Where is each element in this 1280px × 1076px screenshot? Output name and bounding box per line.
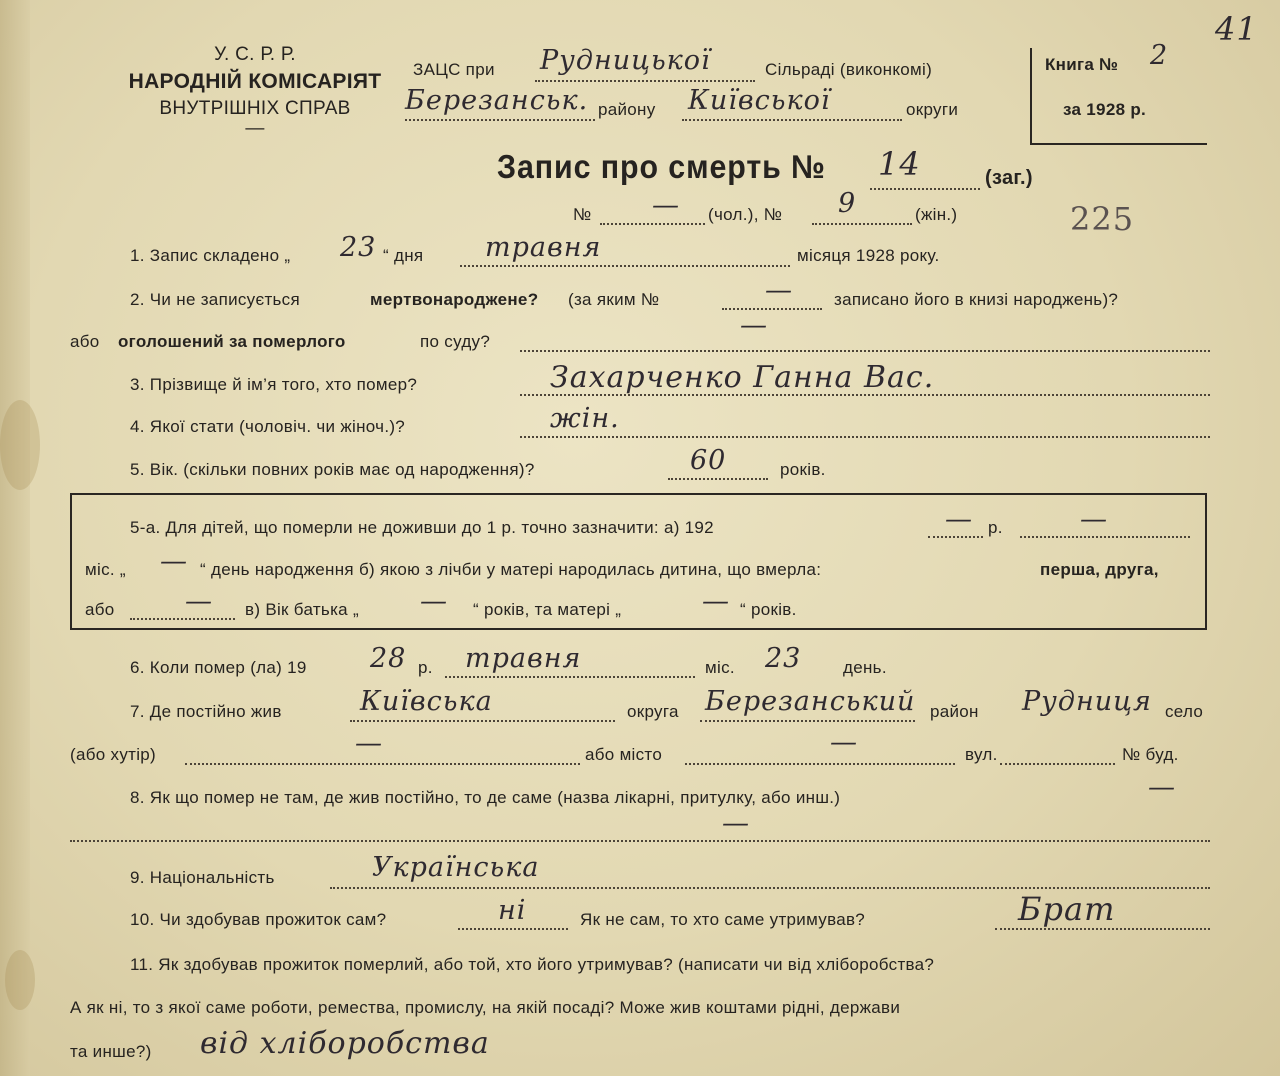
field2-label-a: 2. Чи не записується bbox=[130, 290, 300, 309]
field4-value: жін. bbox=[550, 403, 620, 434]
district-value: Березанськ. bbox=[405, 85, 589, 116]
field5a-order-dots bbox=[130, 618, 235, 620]
field10-value2: Брат bbox=[1018, 890, 1116, 928]
field2-value: — bbox=[765, 275, 793, 306]
field9-dots bbox=[330, 887, 1210, 889]
female-label: (жін.) bbox=[915, 205, 958, 224]
field7-okrug-dots bbox=[350, 720, 615, 722]
male-label: (чол.), № bbox=[708, 205, 783, 224]
field5a-month: — bbox=[1080, 504, 1108, 535]
field10-value-dots bbox=[458, 928, 568, 930]
field7-rayon: Березанський bbox=[705, 686, 916, 717]
header-organization bbox=[85, 0, 425, 139]
field1-label-c: місяця 1928 року. bbox=[797, 246, 940, 265]
field11-label-b: А як ні, то з якої саме роботи, ремества, промислу, на якій посаді? Може жив коштами рідні, держави bbox=[70, 998, 901, 1017]
okrug-value: Київської bbox=[688, 85, 831, 116]
field8-value: — bbox=[1148, 772, 1176, 803]
field1-label-a: 1. Запис складено „ bbox=[130, 246, 291, 265]
female-number-dots bbox=[812, 223, 912, 225]
field5a-line1-r: р. bbox=[988, 518, 1003, 537]
field6-day: 23 bbox=[765, 643, 802, 674]
field5a-mother-age: — bbox=[702, 586, 730, 617]
field8-value2: — bbox=[722, 808, 750, 839]
field4-dots bbox=[520, 436, 1210, 438]
title-suffix: (заг.) bbox=[985, 167, 1033, 189]
field10-value2-dots bbox=[995, 928, 1210, 930]
field9-value: Українська bbox=[372, 852, 540, 883]
field2-label-e: по суду? bbox=[420, 332, 491, 351]
okrug-dots bbox=[682, 119, 902, 121]
field5a-line2-bold: перша, друга, bbox=[1040, 560, 1159, 579]
field11-label-c: та инше?) bbox=[70, 1042, 152, 1061]
field7-okrug: Київська bbox=[360, 686, 493, 717]
field7-street-dots bbox=[1000, 763, 1115, 765]
okrug-label: округи bbox=[906, 100, 959, 119]
field7-label-a: 7. Де постійно жив bbox=[130, 702, 282, 721]
stain bbox=[5, 950, 35, 1010]
field2-value2-dots bbox=[520, 350, 1210, 352]
field5a-line3-c: “ років, та матері „ bbox=[473, 600, 622, 619]
field7-label-f: або місто bbox=[585, 745, 663, 764]
field7-khutir-dots bbox=[185, 763, 580, 765]
stain bbox=[0, 400, 40, 490]
field5a-year: — bbox=[945, 504, 973, 535]
field11-value: від хліборобства bbox=[200, 1026, 490, 1061]
field2-value-dots bbox=[722, 308, 822, 310]
field9-label: 9. Національність bbox=[130, 868, 275, 887]
republic-label: У. С. Р. Р. bbox=[214, 44, 296, 65]
field8-label: 8. Як що помер не там, де жив постійно, то де саме (назва лікарні, притулку, або инш.) bbox=[130, 788, 841, 807]
page-edge bbox=[0, 0, 30, 1076]
field6-year: 28 bbox=[370, 643, 407, 674]
field10-value: ні bbox=[498, 895, 527, 926]
field5a-line2-b: “ день народження б) якою з лічби у матері народилась дитина, що вмерла: bbox=[200, 560, 822, 579]
district-label: району bbox=[598, 100, 656, 119]
field2-label-b: (за яким № bbox=[568, 290, 660, 309]
field6-month-dots bbox=[445, 676, 695, 678]
record-number: 14 bbox=[878, 145, 921, 183]
zags-dots bbox=[535, 80, 755, 82]
field5a-order: — bbox=[185, 586, 213, 617]
field5a-month-dots bbox=[1020, 536, 1190, 538]
field5a-line3-d: “ років. bbox=[740, 600, 797, 619]
year-label: за 1928 р. bbox=[1063, 100, 1147, 119]
field6-label-b: р. bbox=[418, 658, 433, 677]
field2-label-bold: мертвонароджене? bbox=[370, 290, 539, 309]
council-label: Сільраді (виконкомі) bbox=[765, 60, 933, 79]
department-label: ВНУТРІШНІХ СПРАВ bbox=[159, 98, 351, 119]
female-number: 9 bbox=[838, 188, 857, 219]
field5-label-b: років. bbox=[780, 460, 826, 479]
field1-label-b: “ дня bbox=[383, 246, 424, 265]
page-title: Запис про смерть № bbox=[497, 148, 826, 185]
field10-label-a: 10. Чи здобував прожиток сам? bbox=[130, 910, 387, 929]
field2-label-d: або bbox=[70, 332, 100, 351]
field5a-line3-a: або bbox=[85, 600, 115, 619]
field5a-year-dots bbox=[928, 536, 983, 538]
field11-label-a: 11. Як здобував прожиток померлий, або той, хто його утримував? (написати чи від хліборобства? bbox=[130, 955, 935, 974]
field1-month-dots bbox=[460, 265, 790, 267]
zags-label: ЗАЦС при bbox=[413, 60, 495, 79]
field10-label-b: Як не сам, то хто саме утримував? bbox=[580, 910, 866, 929]
field7-label-b: округа bbox=[627, 702, 679, 721]
field7-misto: — bbox=[830, 727, 858, 758]
zags-value: Рудницької bbox=[540, 45, 711, 76]
field5-label: 5. Вік. (скільки повних років має од народження)? bbox=[130, 460, 535, 479]
field7-label-c: район bbox=[930, 702, 979, 721]
field7-label-e: (або хутір) bbox=[70, 745, 157, 764]
book-label: Книга № bbox=[1045, 55, 1119, 74]
field6-month: травня bbox=[465, 643, 582, 674]
male-number: — bbox=[652, 190, 680, 221]
book-value: 2 bbox=[1150, 40, 1169, 71]
field7-rayon-dots bbox=[700, 720, 915, 722]
record-number-dots bbox=[870, 188, 980, 190]
field1-day: 23 bbox=[340, 232, 377, 263]
field7-label-d: село bbox=[1165, 702, 1204, 721]
page-number: 41 bbox=[1215, 10, 1258, 48]
field7-khutir: — bbox=[355, 728, 383, 759]
field3-value: Захарченко Ганна Вас. bbox=[550, 360, 935, 395]
field2-value2: — bbox=[740, 310, 768, 341]
field5a-line3-b: в) Вік батька „ bbox=[245, 600, 359, 619]
field3-dots bbox=[520, 394, 1210, 396]
field5a-father-age: — bbox=[420, 586, 448, 617]
male-number-dots bbox=[600, 223, 705, 225]
field2-label-bold2: оголошений за померлого bbox=[118, 332, 346, 351]
field2-label-c: записано його в книзі народжень)? bbox=[834, 290, 1119, 309]
field8-dots bbox=[70, 840, 1210, 842]
field6-label-d: день. bbox=[843, 658, 887, 677]
field5a-day: — bbox=[160, 546, 188, 577]
field1-month: травня bbox=[485, 232, 602, 263]
field7-label-g: вул. bbox=[965, 745, 998, 764]
field3-label: 3. Прізвище й ім’я того, хто помер? bbox=[130, 375, 418, 394]
field4-label: 4. Якої стати (чоловіч. чи жіноч.)? bbox=[130, 417, 406, 436]
field7-misto-dots bbox=[685, 763, 955, 765]
field5-dots bbox=[668, 478, 768, 480]
field5a-line1: 5-а. Для дітей, що померли не доживши до 1 р. точно зазначити: а) 192 bbox=[130, 518, 714, 537]
field6-label-c: міс. bbox=[705, 658, 735, 677]
commissariat-label: НАРОДНІЙ КОМІСАРІЯТ bbox=[128, 70, 382, 93]
field7-selo: Рудниця bbox=[1022, 686, 1152, 717]
field5-value: 60 bbox=[690, 445, 727, 476]
field6-label-a: 6. Коли помер (ла) 19 bbox=[130, 658, 307, 677]
no-prefix: № bbox=[573, 205, 592, 224]
district-dots bbox=[405, 119, 595, 121]
field7-label-h: № буд. bbox=[1122, 745, 1179, 764]
stamp-number: 225 bbox=[1070, 200, 1135, 238]
field5a-line2-a: міс. „ bbox=[85, 560, 126, 579]
header-dash: — bbox=[245, 118, 265, 139]
